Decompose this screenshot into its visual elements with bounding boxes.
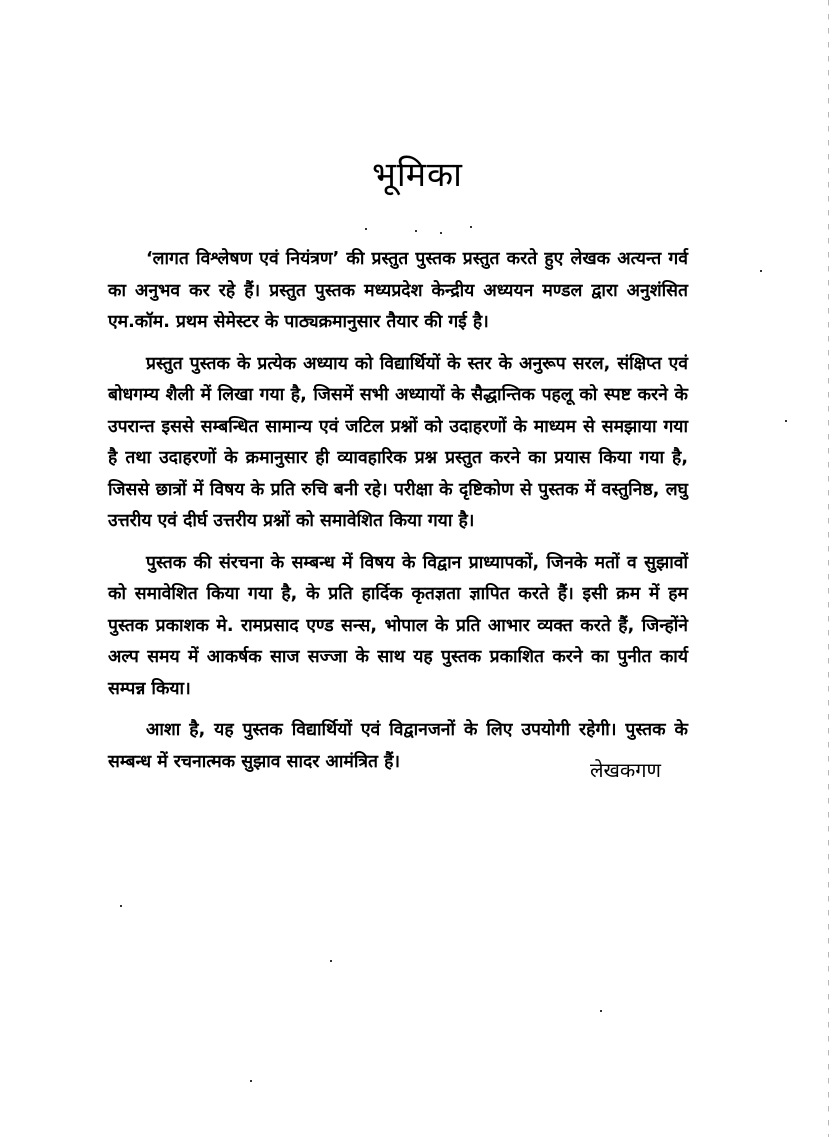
scan-speck <box>330 960 332 962</box>
page-title: भूमिका <box>372 155 463 195</box>
paragraph-4: आशा है, यह पुस्तक विद्यार्थियों एवं विद्वानजनों के लिए उपयोगी रहेगी। पुस्तक के सम्बन्ध में रचनात्मक सुझाव सादर आमंत्रित हैं। <box>108 720 688 772</box>
paragraph-3: पुस्तक की संरचना के सम्बन्ध में विषय के विद्वान प्राध्यापकों, जिनके मतों व सुझावों को समावेशित किया गया है, के प्रति हार्दिक कृतज्ञता ज्ञापित करते हैं। इसी क्रम में हम पुस्तक प्रकाशक मे. रामप्रसाद एण्ड सन्स, भोपाल के प्रति आभार व्यक्त करते हैं, जिन्होंने अल्प समय में आकर्षक साज सज्जा के साथ यह पुस्तक प्रकाशित करने का पुनीत कार्य सम्पन्न किया। <box>108 552 688 699</box>
scan-speck <box>250 1080 252 1082</box>
preface-body <box>108 244 688 788</box>
author-signature: लेखकगण <box>590 758 661 782</box>
scan-speck <box>440 232 442 234</box>
scan-speck <box>600 1010 602 1012</box>
scan-speck <box>785 420 787 422</box>
scan-speck <box>365 228 367 230</box>
paragraph-1: ‘लागत विश्लेषण एवं नियंत्रण’ की प्रस्तुत पुस्तक प्रस्तुत करते हुए लेखक अत्यन्त गर्व का अनुभव कर रहे हैं। प्रस्तुत पुस्तक मध्यप्रदेश केन्द्रीय अध्ययन मण्डल द्वारा अनुशंसित एम.कॉम. प्रथम सेमेस्टर के पाठ्यक्रमानुसार तैयार की गई है। <box>108 249 688 332</box>
scan-speck <box>120 905 122 907</box>
paragraph-2: प्रस्तुत पुस्तक के प्रत्येक अध्याय को विद्यार्थियों के स्तर के अनुरूप सरल, संक्षिप्त एवं बोधगम्य शैली में लिखा गया है, जिसमें सभी अध्यायों के सैद्धान्तिक पहलू को स्पष्ट करने के उपरान्त इससे सम्बन्धित सामान्य एवं जटिल प्रश्नों को उदाहरणों के माध्यम से समझाया गया है तथा उदाहरणों के क्रमानुसार ही व्यावहारिक प्रश्न प्रस्तुत करने का प्रयास किया गया है, जिससे छात्रों में विषय के प्रति रुचि बनी रहे। परीक्षा के दृष्टिकोण से पुस्तक में वस्तुनिष्ठ, लघु उत्तरीय एवं दीर्घ उत्तरीय प्रश्नों को समावेशित किया गया है। <box>108 353 688 531</box>
scan-speck <box>415 230 417 232</box>
scan-speck <box>470 226 472 228</box>
scan-speck <box>760 270 762 272</box>
